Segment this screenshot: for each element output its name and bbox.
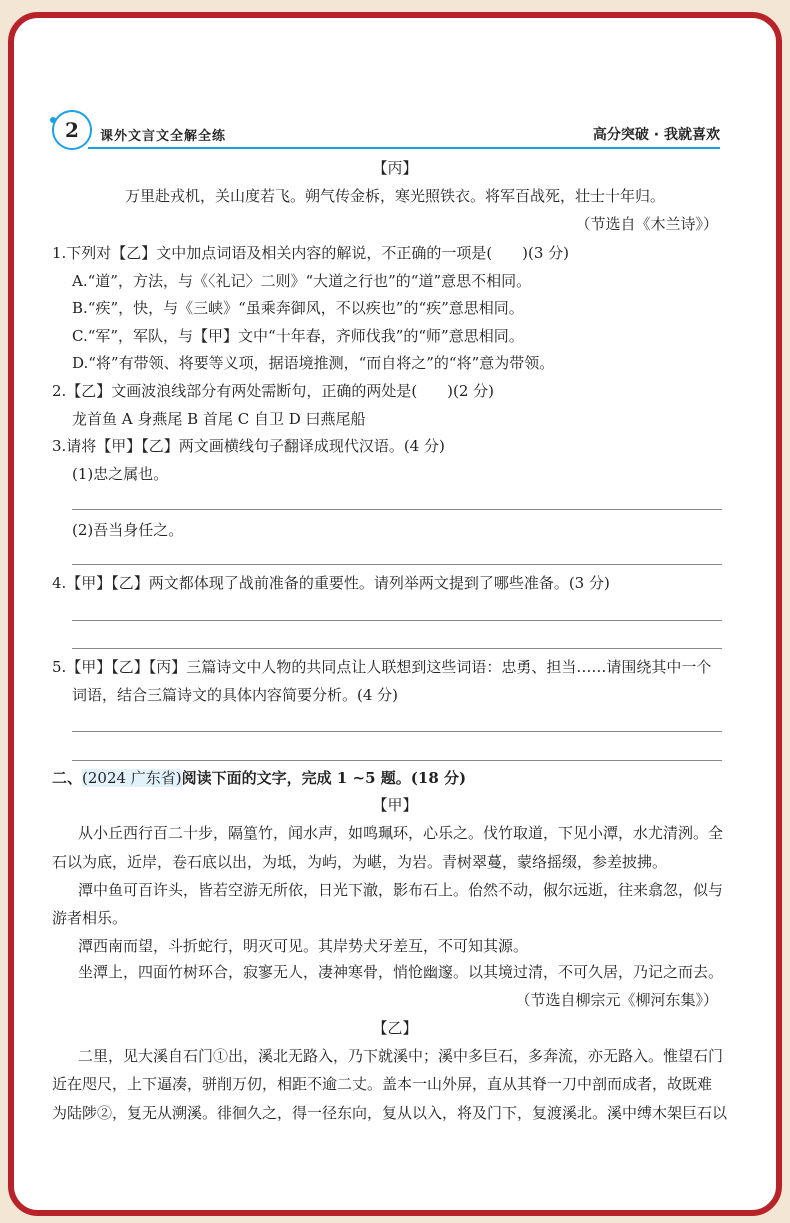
jia-source: （节选自柳宗元《柳河东集》）	[515, 991, 718, 1009]
answer-line[interactable]	[72, 760, 722, 761]
poem-text: 万里赴戎机，关山度若飞。朔气传金柝，寒光照铁衣。将军百战死，壮士十年归。	[124, 187, 665, 205]
header-divider	[88, 147, 720, 149]
q1-option-b: B.“疾”，快，与《三峡》“虽乘奔御风，不以疾也”的“疾”意思相同。	[72, 299, 524, 317]
yi-line: 为陆陟②，复无从溯溪。徘徊久之，得一径东向，复从以入，将及门下，复渡溪北。溪中缚木架巨石以	[52, 1104, 728, 1122]
section-label-bing: 【丙】	[372, 159, 418, 177]
q1-option-a: A.“道”，方法，与《〈礼记〉二则》“大道之行也”的“道”意思不相同。	[72, 272, 532, 290]
q3-item-2: (2)吾当身任之。	[72, 521, 184, 539]
jia-line: 游者相乐。	[52, 909, 128, 927]
section-prefix: 二、	[52, 769, 83, 787]
jia-line: 潭中鱼可百许头，皆若空游无所依，日光下澈，影布石上。佁然不动，俶尔远逝，往来翕忽，似与	[78, 881, 724, 899]
q2-sentence: 龙首鱼 A 身燕尾 B 首尾 C 自卫 D 曰燕尾船	[72, 410, 366, 428]
poem-source: （节选自《木兰诗》）	[575, 215, 718, 233]
answer-line[interactable]	[72, 731, 722, 732]
section-label-jia: 【甲】	[372, 796, 418, 814]
question-5: 5.【甲】【乙】【丙】三篇诗文中人物的共同点让人联想到这些词语：忠勇、担当……请围绕其中一个	[52, 658, 712, 676]
jia-line: 潭西南而望，斗折蛇行，明灭可见。其岸势犬牙差互，不可知其源。	[78, 937, 529, 955]
answer-line[interactable]	[72, 509, 722, 510]
page-number: 2	[52, 110, 92, 150]
q1-option-d: D.“将”有带领、将要等义项，据语境推测，“而自将之”的“将”意为带领。	[72, 354, 555, 372]
source-tag: (2024 广东省)	[82, 769, 182, 787]
yi-line: 二里，见大溪自石门①出，溪北无路入，乃下就溪中；溪中多巨石，多奔流，亦无路入。惟望石门	[78, 1047, 724, 1065]
answer-line[interactable]	[72, 648, 722, 649]
jia-line: 从小丘西行百二十步，隔篁竹，闻水声，如鸣珮环，心乐之。伐竹取道，下见小潭，水尤清洌。全	[78, 824, 724, 842]
header-slogan: 高分突破 · 我就喜欢	[592, 127, 720, 143]
section-title: 阅读下面的文字，完成 1 ~5 题。(18 分)	[181, 769, 467, 787]
q1-option-c: C.“军”，军队，与【甲】文中“十年春，齐师伐我”的“师”意思相同。	[72, 327, 524, 345]
q3-item-1: (1)忠之属也。	[72, 465, 169, 483]
answer-line[interactable]	[72, 620, 722, 621]
question-5-cont: 词语，结合三篇诗文的具体内容简要分析。(4 分)	[72, 686, 399, 704]
jia-line: 坐潭上，四面竹树环合，寂寥无人，凄神寒骨，悄怆幽邃。以其境过清，不可久居，乃记之而去。	[78, 963, 724, 981]
section-label-yi: 【乙】	[372, 1019, 418, 1037]
question-2: 2.【乙】文画波浪线部分有两处需断句，正确的两处是( )(2 分)	[52, 382, 495, 400]
question-4: 4.【甲】【乙】两文都体现了战前准备的重要性。请列举两文提到了哪些准备。(3 分)	[52, 574, 610, 592]
yi-line: 近在咫尺，上下逼凑，骈削万仞，相距不逾二丈。盖本一山外屏，直从其脊一刀中剖而成者，故既难	[52, 1075, 713, 1093]
answer-line[interactable]	[72, 564, 722, 565]
book-title: 课外文言文全解全练	[100, 129, 227, 144]
question-3: 3.请将【甲】【乙】两文画横线句子翻译成现代汉语。(4 分)	[52, 437, 445, 455]
jia-line: 石以为底，近岸，卷石底以出，为坻，为屿，为嵁，为岩。青树翠蔓，蒙络摇缀，参差披拂。	[52, 853, 668, 871]
question-1: 1.下列对【乙】文中加点词语及相关内容的解说，不正确的一项是( )(3 分)	[52, 244, 570, 262]
header-dot-icon	[50, 117, 56, 123]
section-2-heading	[52, 768, 466, 788]
